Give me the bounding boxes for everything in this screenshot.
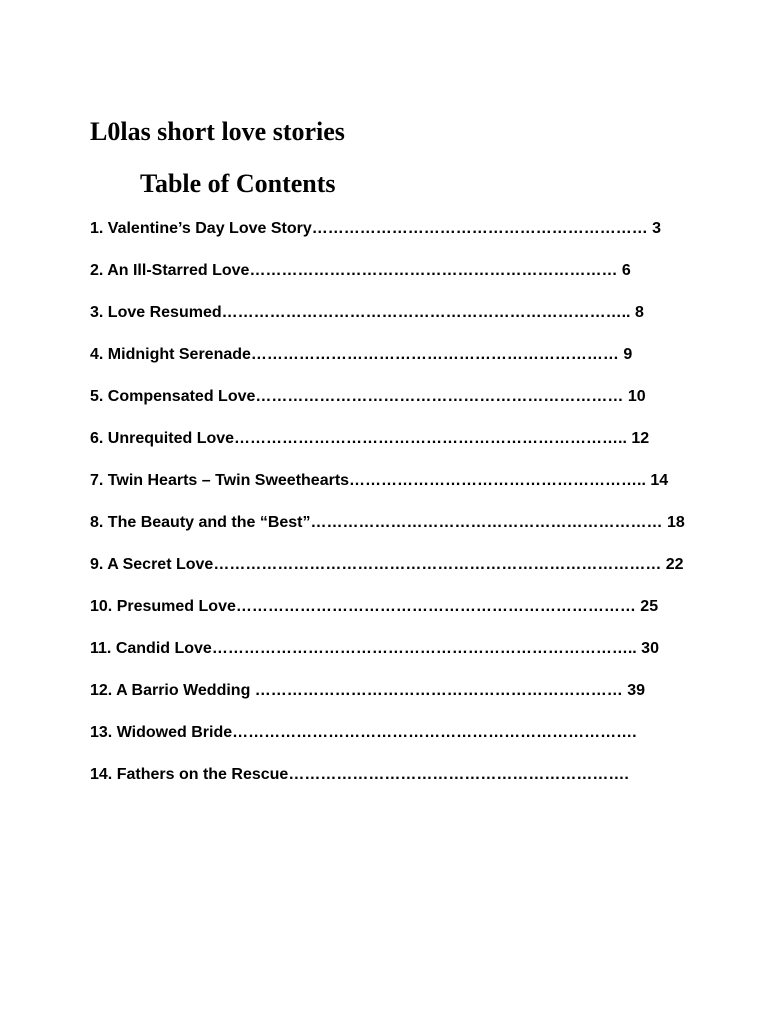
- toc-entry: [90, 386, 690, 428]
- toc-entry: [90, 260, 690, 302]
- toc-entry-leader: ……………………………………………………………: [250, 682, 623, 699]
- toc-entry-number: 7.: [90, 472, 104, 489]
- toc-entry-title: The Beauty and the “Best”: [107, 514, 311, 531]
- toc-entry-title: Compensated Love: [107, 388, 256, 405]
- toc-entry-page: 10: [623, 388, 646, 405]
- toc-entry-page: 6: [617, 262, 631, 279]
- toc-entry-title: Unrequited Love: [107, 430, 235, 447]
- toc-entry-title: Love Resumed: [107, 304, 222, 321]
- toc-entry-number: 13.: [90, 724, 113, 741]
- toc-entry: [90, 764, 690, 806]
- toc-entry-title: Valentine’s Day Love Story: [107, 220, 312, 237]
- toc-entry-number: 10.: [90, 598, 113, 615]
- toc-entry-page: 30: [636, 640, 659, 657]
- toc-entry-number: 2.: [90, 262, 104, 279]
- toc-entry-title: Twin Hearts – Twin Sweethearts: [107, 472, 350, 489]
- toc-entry-number: 9.: [90, 556, 104, 573]
- toc-entry: [90, 470, 690, 512]
- toc-entry: [90, 596, 690, 638]
- toc-entry-page: 3: [647, 220, 662, 237]
- toc-entry-title: A Barrio Wedding: [116, 682, 251, 699]
- toc-entry-number: 6.: [90, 430, 104, 447]
- toc-entry-page: 9: [618, 346, 633, 363]
- toc-entry-leader: …………………………………………………………………..: [221, 304, 631, 321]
- toc-entry-number: 11.: [90, 640, 112, 657]
- toc-entry: [90, 218, 690, 260]
- toc-entry-leader: …………………………………………………………………: [235, 598, 636, 615]
- toc-entry-title: Presumed Love: [116, 598, 236, 615]
- toc-heading: Table of Contents: [140, 169, 336, 198]
- toc-entry-number: 5.: [90, 388, 104, 405]
- toc-entry-number: 3.: [90, 304, 104, 321]
- toc-entry-title: A Secret Love: [107, 556, 214, 573]
- toc-entry-leader: ……………………………………………………….: [288, 766, 629, 783]
- toc-entry-page: 12: [626, 430, 650, 447]
- toc-entry-leader: ……………………………………………………………………..: [211, 640, 637, 657]
- toc-entry-page: 18: [662, 514, 685, 531]
- toc-entry-page: 39: [622, 682, 646, 699]
- toc-entry: [90, 344, 690, 386]
- toc-entry: [90, 722, 690, 764]
- toc-entry-number: 4.: [90, 346, 104, 363]
- toc-entry-page: 25: [635, 598, 659, 615]
- toc-entry-title: An Ill-Starred Love: [107, 262, 250, 279]
- toc-entry-page: 22: [661, 556, 684, 573]
- toc-entry-page: 8: [630, 304, 644, 321]
- toc-entry-leader: ……………………………………………………………: [250, 346, 619, 363]
- toc-entry-leader: …………………………………………………………………………: [213, 556, 662, 573]
- toc-entry-page: 14: [645, 472, 669, 489]
- toc-entry-leader: …………………………………………………………: [310, 514, 663, 531]
- toc-entry: [90, 680, 690, 722]
- toc-entry-number: 8.: [90, 514, 104, 531]
- toc-entry: [90, 638, 690, 680]
- toc-entry: [90, 554, 690, 596]
- toc-entry-title: Candid Love: [115, 640, 212, 657]
- toc-entry-leader: ………………………………………………………………….: [232, 724, 637, 741]
- toc-entry-leader: ……………………………………………………………: [249, 262, 618, 279]
- toc-entry-title: Midnight Serenade: [107, 346, 251, 363]
- toc-entry-leader: ………………………………………………..: [349, 472, 646, 489]
- toc-entry: [90, 512, 690, 554]
- toc-entry-number: 12.: [90, 682, 113, 699]
- toc-entry-number: 1.: [90, 220, 104, 237]
- toc-entry-title: Fathers on the Rescue: [116, 766, 289, 783]
- book-title: L0las short love stories: [90, 117, 345, 146]
- toc-entry-leader: ………………………………………………………: [311, 220, 648, 237]
- toc-list: [90, 218, 690, 806]
- toc-entry-leader: ……………………………………………………………: [255, 388, 624, 405]
- toc-entry-number: 14.: [90, 766, 113, 783]
- toc-entry-title: Widowed Bride: [116, 724, 233, 741]
- toc-entry-leader: ………………………………………………………………..: [234, 430, 627, 447]
- toc-entry: [90, 428, 690, 470]
- toc-entry: [90, 302, 690, 344]
